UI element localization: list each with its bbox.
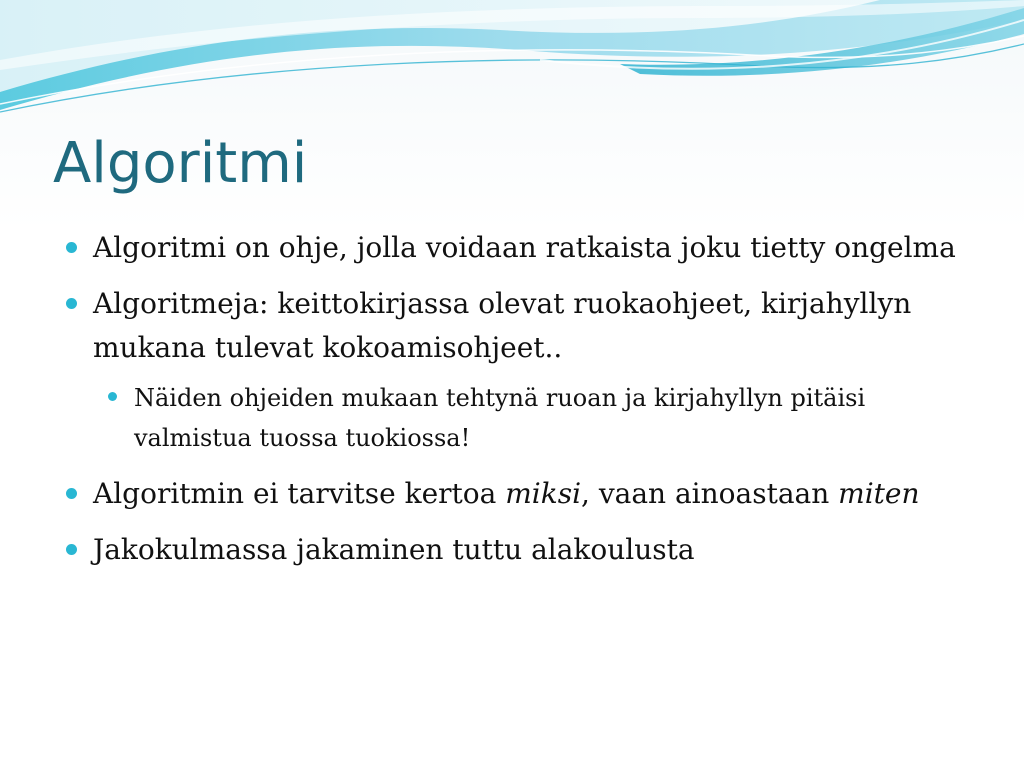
bullet-text-part: Algoritmin ei tarvitse kertoa [93,477,506,510]
bullet-item [60,282,960,370]
sub-bullet-text: Näiden ohjeiden mukaan tehtynä ruoan ja kirjahyllyn pitäisi valmistua tuossa tuokiossa! [134,384,866,452]
bullet-item [60,528,960,572]
bullet-dot-icon [66,488,77,499]
bullet-text: Algoritmeja: keittokirjassa olevat ruokaohjeet, kirjahyllyn mukana tulevat kokoamisohjeet.. [93,287,912,364]
bullet-dot-icon [66,298,77,309]
emphasis-word: miksi [505,477,582,510]
bullet-dot-icon [108,392,117,401]
emphasis-word: miten [838,477,920,510]
bullet-text-part: , vaan ainoastaan [581,477,839,510]
bullet-list [60,226,960,584]
sub-bullet-item [102,378,960,458]
bullet-dot-icon [66,242,77,253]
bullet-item [60,472,960,516]
bullet-text: Jakokulmassa jakaminen tuttu alakoulusta [93,533,695,566]
bullet-text: Algoritmi on ohje, jolla voidaan ratkaista joku tietty ongelma [93,231,956,264]
bullet-item [60,226,960,270]
slide-title: Algoritmi [53,131,308,196]
bullet-dot-icon [66,544,77,555]
header-wave-decoration [0,0,1024,120]
bullet-text [93,477,920,510]
